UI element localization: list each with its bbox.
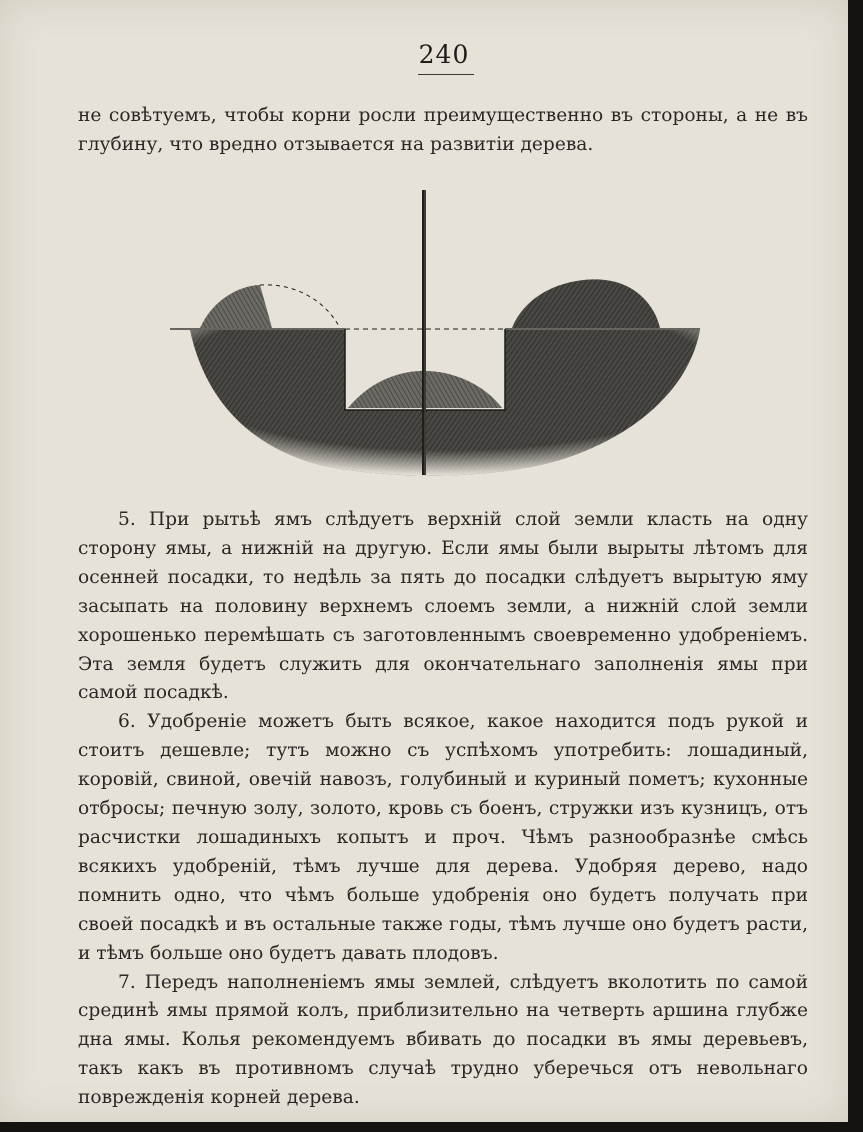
paragraph-5: 5. При рытьѣ ямъ слѣдуетъ верхній слой земли класть на одну сторону ямы, а нижній на другую. Если ямы были вырыты лѣтомъ для осенней посадки, то недѣль за пять до посадки слѣдуетъ вырытую яму засыпать на половину верхнемъ слоемъ земли, а нижній слой земли хорошенько перемѣшать съ заготовленнымъ своевременно удобреніемъ. Эта земля будетъ служить для окончательнаго заполненія ямы при самой посадкѣ. xyxy=(78,509,808,704)
left-heap-outline xyxy=(260,285,340,328)
page-number: 240 xyxy=(418,40,470,69)
scan-edge-bottom xyxy=(0,1122,863,1132)
main-text-block xyxy=(78,506,808,1113)
paragraph-7: 7. Передъ наполненіемъ ямы землей, слѣдуетъ вколотить по самой срединѣ ямы прямой колъ, приблизительно на четверть аршина глубже дна ямы. Колья рекомендуемъ вбивать до посадки въ ямы деревьевъ, такъ какъ въ противномъ случаѣ трудно уберечься отъ невольнаго поврежденія корней дерева. xyxy=(78,971,808,1109)
continuation-paragraph: не совѣтуемъ, чтобы корни росли преимущественно въ стороны, а не въ глубину, что вредно отзывается на развитіи дерева. xyxy=(78,105,808,155)
planting-pit-illustration xyxy=(160,185,720,490)
page-number-underline xyxy=(418,74,474,75)
continuation-text-block xyxy=(78,102,808,160)
right-soil-heap xyxy=(512,279,660,328)
scan-edge-right xyxy=(848,0,863,1132)
left-soil-heap xyxy=(200,285,272,328)
paragraph-6: 6. Удобреніе можетъ быть всякое, какое находится подъ рукой и стоитъ дешевле; тутъ можно съ успѣхомъ употребить: лошадиный, коровій, свиной, овечій навозъ, голубиный и куриный пометъ; кухонные отбросы; печную золу, золото, кровь съ боенъ, стружки изъ кузницъ, отъ расчистки лошадиныхъ копытъ и проч. Чѣмъ разнообразнѣе смѣсь всякихъ удобреній, тѣмъ лучше для дерева. Удобряя дерево, надо помнить одно, что чѣмъ больше удобренія оно будетъ получать при своей посадкѣ и въ остальные также годы, тѣмъ лучше оно будетъ расти, и тѣмъ больше оно будетъ давать плодовъ. xyxy=(78,711,808,964)
